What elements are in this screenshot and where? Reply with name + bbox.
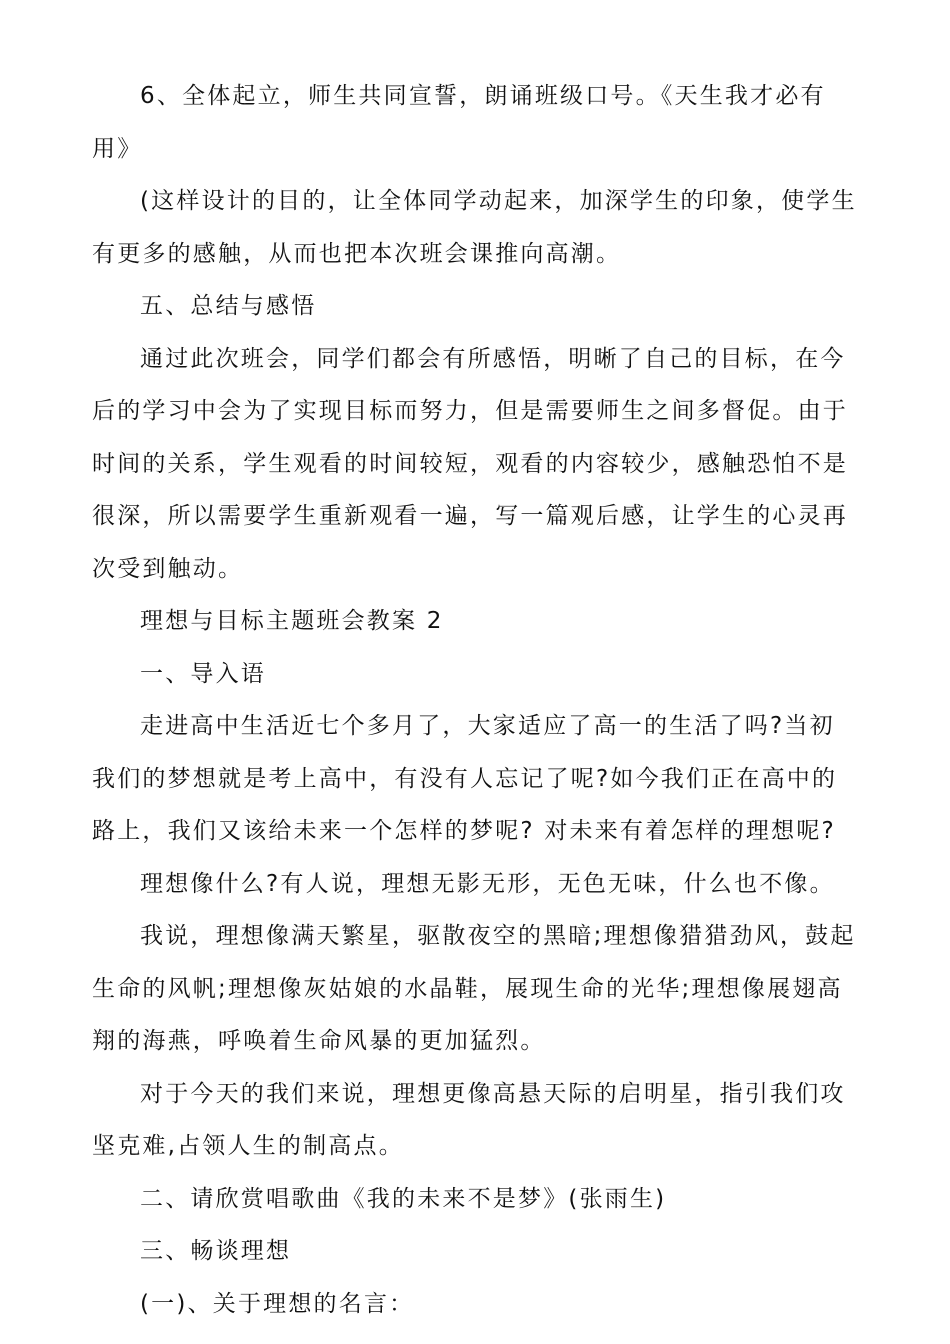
heading-discuss-ideals: 三、畅谈理想 bbox=[140, 1238, 292, 1264]
heading-song: 二、请欣赏唱歌曲《我的未来不是梦》(张雨生) bbox=[140, 1185, 667, 1212]
heading-summary: 五、总结与感悟 bbox=[140, 293, 317, 319]
paragraph-summary: 通过此次班会，同学们都会有所感悟，明晰了自己的目标，在今后的学习中会为了实现目标而努力，但是需要师生之间多督促。由于时间的关系，学生观看的时间较短，观看的内容较少，感触恐怕不是很深，所以需要学生重新观看一遍，写一篇观后感，让学生的心灵再次受到触动。 bbox=[92, 345, 848, 582]
heading-famous-quotes: (一)、关于理想的名言： bbox=[140, 1290, 415, 1317]
paragraph-design-purpose: (这样设计的目的，让全体同学动起来，加深学生的印象，使学生有更多的感触，从而也把本次班会课推向高潮。 bbox=[92, 188, 857, 267]
paragraph-pledge: 6、全体起立，师生共同宣誓，朗诵班级口号。《天生我才必有用》 bbox=[92, 83, 826, 162]
heading-introduction: 一、导入语 bbox=[140, 660, 266, 687]
paragraph-ideal-metaphors: 我说，理想像满天繁星，驱散夜空的黑暗;理想像猎猎劲风，鼓起生命的风帆;理想像灰姑娘的水晶鞋，展现生命的光华;理想像展翅高翔的海燕，呼唤着生命风暴的更加猛烈。 bbox=[92, 923, 856, 1054]
paragraph-introduction: 走进高中生活近七个多月了，大家适应了高一的生活了吗?当初我们的梦想就是考上高中，有没有人忘记了呢?如今我们正在高中的路上，我们又该给未来一个怎样的梦呢? 对未来有着怎样的理想呢? bbox=[92, 713, 838, 844]
paragraph-ideal-today: 对于今天的我们来说，理想更像高悬天际的启明星，指引我们攻坚克难,占领人生的制高点。 bbox=[92, 1080, 846, 1159]
heading-lesson-plan-2: 理想与目标主题班会教案 2 bbox=[140, 608, 444, 634]
paragraph-what-is-ideal: 理想像什么?有人说，理想无影无形，无色无味，什么也不像。 bbox=[140, 870, 835, 897]
document-body bbox=[92, 70, 858, 1330]
